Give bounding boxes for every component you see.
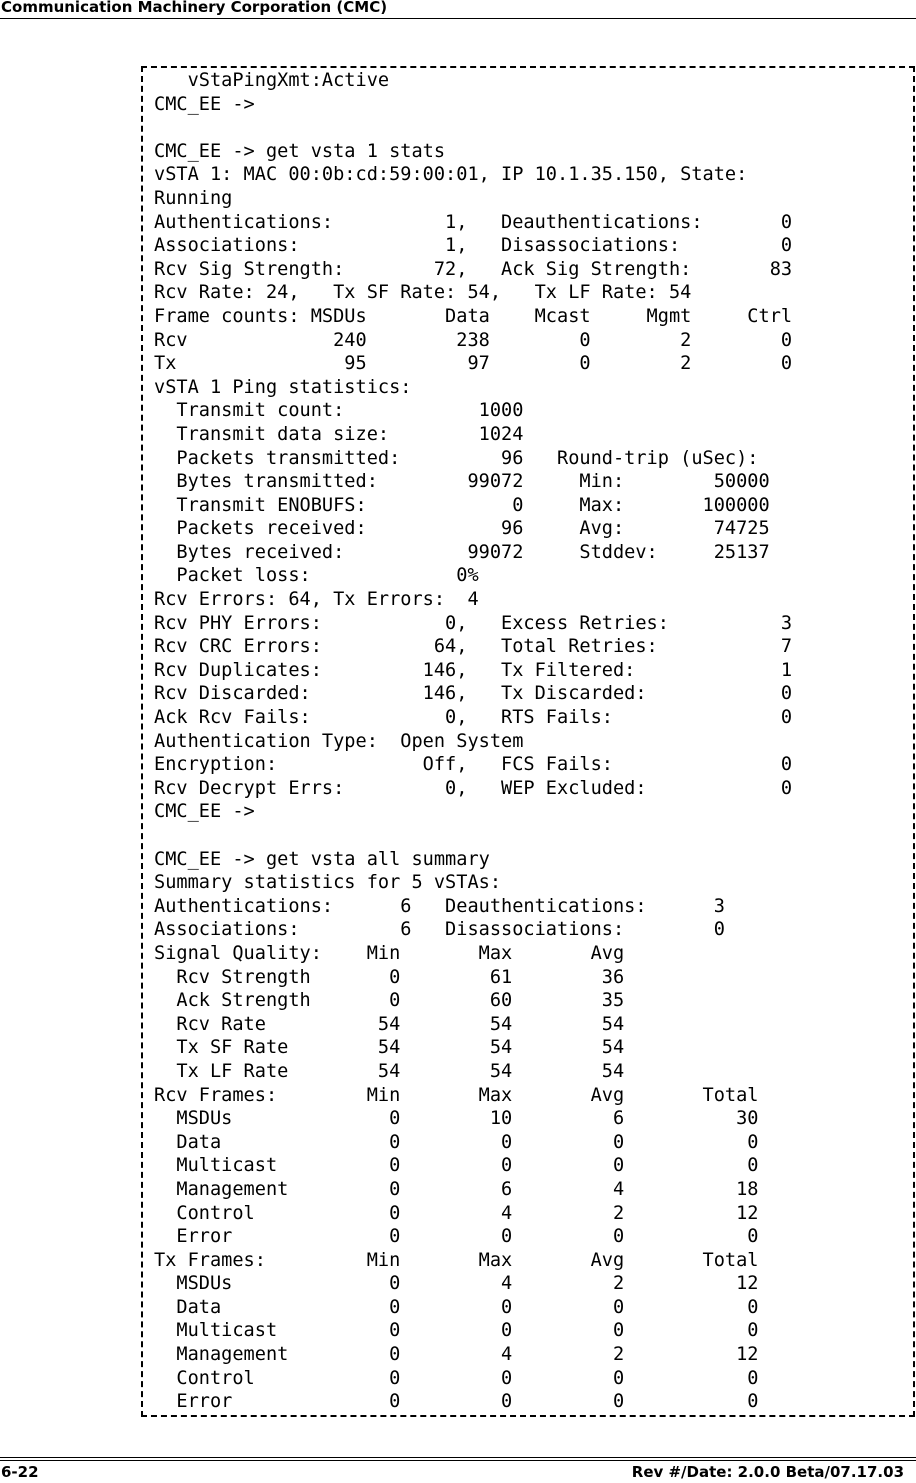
console-line: Multicast 0 0 0 0	[154, 1320, 759, 1342]
console-line: Summary statistics for 5 vSTAs:	[154, 872, 502, 894]
console-line: Bytes received: 99072 Stddev: 25137	[154, 541, 770, 563]
console-line: Error 0 0 0 0	[154, 1226, 759, 1248]
console-line: Encryption: Off, FCS Fails: 0	[154, 754, 793, 776]
console-line: Rcv Frames: Min Max Avg Total	[154, 1084, 759, 1106]
header-title: Communication Machinery Corporation (CMC)	[1, 0, 388, 16]
console-line: CMC_EE ->	[154, 93, 255, 115]
console-line: Tx LF Rate 54 54 54	[154, 1060, 625, 1082]
revision-date: Rev #/Date: 2.0.0 Beta/07.17.03	[631, 1463, 904, 1481]
console-line: Rcv CRC Errors: 64, Total Retries: 7	[154, 636, 793, 658]
console-line: Signal Quality: Min Max Avg	[154, 942, 625, 964]
console-line: CMC_EE -> get vsta 1 stats	[154, 140, 446, 162]
console-line: Control 0 4 2 12	[154, 1202, 759, 1224]
console-line: Bytes transmitted: 99072 Min: 50000	[154, 471, 770, 493]
console-line: Management 0 6 4 18	[154, 1178, 759, 1200]
console-line: Rcv Strength 0 61 36	[154, 966, 625, 988]
console-line: Data 0 0 0 0	[154, 1296, 759, 1318]
console-line: Error 0 0 0 0	[154, 1391, 759, 1413]
console-line: CMC_EE -> get vsta all summary	[154, 848, 490, 870]
console-line: Rcv Discarded: 146, Tx Discarded: 0	[154, 683, 793, 705]
page-footer	[0, 1456, 916, 1483]
console-line: Rcv Sig Strength: 72, Ack Sig Strength: 83	[154, 258, 793, 280]
console-line: Transmit count: 1000	[154, 400, 524, 422]
console-line: Associations: 1, Disassociations: 0	[154, 235, 793, 257]
console-line: Rcv Decrypt Errs: 0, WEP Excluded: 0	[154, 777, 793, 799]
console-line: Rcv PHY Errors: 0, Excess Retries: 3	[154, 612, 793, 634]
console-line: Ack Strength 0 60 35	[154, 990, 625, 1012]
console-line: CMC_EE ->	[154, 801, 255, 823]
console-line: Rcv 240 238 0 2 0	[154, 329, 793, 351]
footer-rule	[0, 1460, 916, 1461]
console-line: Data 0 0 0 0	[154, 1131, 759, 1153]
console-line: Control 0 0 0 0	[154, 1367, 759, 1389]
console-line: Running	[154, 187, 233, 209]
console-text	[154, 69, 792, 1414]
console-line: Transmit data size: 1024	[154, 423, 524, 445]
console-output-box	[141, 66, 915, 1417]
console-line: Transmit ENOBUFS: 0 Max: 100000	[154, 494, 770, 516]
console-line: Authentications: 6 Deauthentications: 3	[154, 895, 725, 917]
console-line: Rcv Duplicates: 146, Tx Filtered: 1	[154, 659, 793, 681]
console-line: Tx Frames: Min Max Avg Total	[154, 1249, 759, 1271]
console-line: vStaPingXmt:Active	[154, 70, 390, 91]
console-line: Rcv Errors: 64, Tx Errors: 4	[154, 589, 479, 611]
console-line: Ack Rcv Fails: 0, RTS Fails: 0	[154, 707, 793, 729]
console-line: Authentication Type: Open System	[154, 730, 524, 752]
console-line: Packets transmitted: 96 Round-trip (uSec):	[154, 447, 759, 469]
console-line: Rcv Rate 54 54 54	[154, 1013, 625, 1035]
console-line: Frame counts: MSDUs Data Mcast Mgmt Ctrl	[154, 305, 793, 327]
console-line	[154, 116, 792, 140]
console-line: Authentications: 1, Deauthentications: 0	[154, 211, 793, 233]
page-number: 6-22	[1, 1463, 39, 1481]
console-line	[154, 824, 792, 848]
console-line: vSTA 1 Ping statistics:	[154, 376, 412, 398]
console-line: MSDUs 0 10 6 30	[154, 1108, 759, 1130]
console-line: MSDUs 0 4 2 12	[154, 1273, 759, 1295]
console-line: Rcv Rate: 24, Tx SF Rate: 54, Tx LF Rate: 54	[154, 282, 692, 304]
console-line: Packet loss: 0%	[154, 565, 479, 587]
console-line: Tx SF Rate 54 54 54	[154, 1037, 625, 1059]
console-line: Associations: 6 Disassociations: 0	[154, 919, 725, 941]
console-line: vSTA 1: MAC 00:0b:cd:59:00:01, IP 10.1.35.150, State:	[154, 164, 748, 186]
footer-rule	[0, 1457, 916, 1458]
console-line: Management 0 4 2 12	[154, 1344, 759, 1366]
console-line: Multicast 0 0 0 0	[154, 1155, 759, 1177]
page-header	[0, 0, 916, 19]
console-line: Tx 95 97 0 2 0	[154, 353, 793, 375]
console-line: Packets received: 96 Avg: 74725	[154, 518, 770, 540]
